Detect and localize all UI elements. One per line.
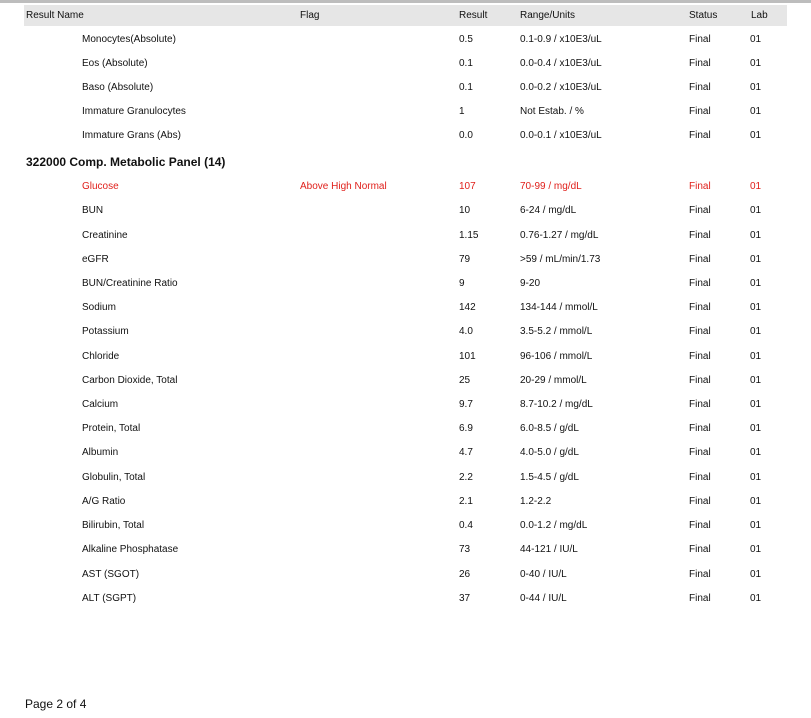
result-value: 37 xyxy=(459,593,471,604)
result-range: 44-121 / IU/L xyxy=(520,544,578,555)
result-value: 25 xyxy=(459,375,471,386)
header-range-units: Range/Units xyxy=(520,10,576,21)
result-status: Final xyxy=(689,254,711,265)
table-row xyxy=(0,544,811,568)
table-row xyxy=(0,205,811,229)
result-value: 1.15 xyxy=(459,230,479,241)
result-value: 6.9 xyxy=(459,423,473,434)
result-value: 142 xyxy=(459,302,476,313)
header-status: Status xyxy=(689,10,718,21)
result-name: Immature Granulocytes xyxy=(82,106,186,117)
result-range: 1.2-2.2 xyxy=(520,496,552,507)
result-value: 0.1 xyxy=(459,82,473,93)
table-row xyxy=(0,375,811,399)
result-lab: 01 xyxy=(750,423,762,434)
table-row xyxy=(0,82,811,106)
result-name: Glucose xyxy=(82,181,119,192)
result-range: 6.0-8.5 / g/dL xyxy=(520,423,579,434)
result-range: 0-40 / IU/L xyxy=(520,569,567,580)
result-status: Final xyxy=(689,130,711,141)
result-name: eGFR xyxy=(82,254,109,265)
result-status: Final xyxy=(689,472,711,483)
result-status: Final xyxy=(689,544,711,555)
result-lab: 01 xyxy=(750,447,762,458)
table-row xyxy=(0,472,811,496)
result-value: 0.1 xyxy=(459,58,473,69)
result-status: Final xyxy=(689,326,711,337)
result-range: >59 / mL/min/1.73 xyxy=(520,254,601,265)
result-status: Final xyxy=(689,205,711,216)
result-name: Bilirubin, Total xyxy=(82,520,145,531)
result-status: Final xyxy=(689,520,711,531)
result-range: 6-24 / mg/dL xyxy=(520,205,577,216)
section-title: 322000 Comp. Metabolic Panel (14) xyxy=(26,155,226,169)
result-value: 2.2 xyxy=(459,472,473,483)
result-range: 8.7-10.2 / mg/dL xyxy=(520,399,593,410)
result-value: 26 xyxy=(459,569,471,580)
result-status: Final xyxy=(689,34,711,45)
result-value: 73 xyxy=(459,544,471,555)
result-name: Creatinine xyxy=(82,230,128,241)
table-row xyxy=(0,302,811,326)
result-name: A/G Ratio xyxy=(82,496,126,507)
result-status: Final xyxy=(689,230,711,241)
result-lab: 01 xyxy=(750,326,762,337)
table-row xyxy=(0,569,811,593)
top-rule xyxy=(0,0,811,3)
result-range: 9-20 xyxy=(520,278,541,289)
result-name: Immature Grans (Abs) xyxy=(82,130,181,141)
table-row xyxy=(0,351,811,375)
table-row-flagged xyxy=(0,181,811,205)
result-status: Final xyxy=(689,181,711,192)
result-value: 107 xyxy=(459,181,476,192)
result-range: 20-29 / mmol/L xyxy=(520,375,587,386)
result-value: 10 xyxy=(459,205,471,216)
result-range: 4.0-5.0 / g/dL xyxy=(520,447,579,458)
result-status: Final xyxy=(689,106,711,117)
result-name: Baso (Absolute) xyxy=(82,82,154,93)
result-value: 79 xyxy=(459,254,471,265)
result-lab: 01 xyxy=(750,205,762,216)
result-status: Final xyxy=(689,447,711,458)
result-range: Not Estab. / % xyxy=(520,106,584,117)
header-result-name: Result Name xyxy=(26,10,84,21)
result-status: Final xyxy=(689,496,711,507)
page-number: Page 2 of 4 xyxy=(25,697,87,711)
result-name: ALT (SGPT) xyxy=(82,593,137,604)
result-range: 0.0-0.1 / x10E3/uL xyxy=(520,130,602,141)
table-row xyxy=(0,496,811,520)
result-range: 0.0-1.2 / mg/dL xyxy=(520,520,588,531)
result-value: 9.7 xyxy=(459,399,473,410)
result-status: Final xyxy=(689,82,711,93)
result-status: Final xyxy=(689,593,711,604)
result-name: Globulin, Total xyxy=(82,472,146,483)
result-name: AST (SGOT) xyxy=(82,569,140,580)
header-flag: Flag xyxy=(300,10,320,21)
result-lab: 01 xyxy=(750,302,762,313)
result-name: Alkaline Phosphatase xyxy=(82,544,179,555)
result-range: 0-44 / IU/L xyxy=(520,593,567,604)
result-status: Final xyxy=(689,58,711,69)
result-lab: 01 xyxy=(750,106,762,117)
result-lab: 01 xyxy=(750,569,762,580)
result-value: 101 xyxy=(459,351,476,362)
result-lab: 01 xyxy=(750,375,762,386)
result-lab: 01 xyxy=(750,496,762,507)
result-lab: 01 xyxy=(750,82,762,93)
result-name: Carbon Dioxide, Total xyxy=(82,375,178,386)
result-flag: Above High Normal xyxy=(300,181,387,192)
result-range: 96-106 / mmol/L xyxy=(520,351,593,362)
result-lab: 01 xyxy=(750,230,762,241)
table-row xyxy=(0,106,811,130)
table-row xyxy=(0,230,811,254)
result-range: 134-144 / mmol/L xyxy=(520,302,598,313)
result-range: 0.0-0.4 / x10E3/uL xyxy=(520,58,602,69)
result-value: 0.5 xyxy=(459,34,473,45)
result-lab: 01 xyxy=(750,544,762,555)
result-status: Final xyxy=(689,351,711,362)
result-value: 4.0 xyxy=(459,326,473,337)
result-name: Protein, Total xyxy=(82,423,141,434)
result-range: 0.0-0.2 / x10E3/uL xyxy=(520,82,602,93)
result-lab: 01 xyxy=(750,472,762,483)
result-name: Potassium xyxy=(82,326,129,337)
result-lab: 01 xyxy=(750,520,762,531)
result-lab: 01 xyxy=(750,593,762,604)
result-name: Eos (Absolute) xyxy=(82,58,148,69)
result-name: Monocytes(Absolute) xyxy=(82,34,176,45)
table-row xyxy=(0,254,811,278)
result-status: Final xyxy=(689,569,711,580)
result-value: 0.0 xyxy=(459,130,473,141)
result-value: 0.4 xyxy=(459,520,473,531)
result-name: Albumin xyxy=(82,447,119,458)
table-row xyxy=(0,520,811,544)
result-name: Calcium xyxy=(82,399,119,410)
result-range: 70-99 / mg/dL xyxy=(520,181,582,192)
result-name: Chloride xyxy=(82,351,120,362)
result-status: Final xyxy=(689,278,711,289)
table-row xyxy=(0,58,811,82)
result-lab: 01 xyxy=(750,130,762,141)
table-row xyxy=(0,34,811,58)
result-lab: 01 xyxy=(750,399,762,410)
table-row xyxy=(0,130,811,154)
result-range: 0.76-1.27 / mg/dL xyxy=(520,230,599,241)
table-row xyxy=(0,399,811,423)
table-row xyxy=(0,326,811,350)
result-lab: 01 xyxy=(750,278,762,289)
table-header xyxy=(24,5,787,26)
table-row xyxy=(0,278,811,302)
result-status: Final xyxy=(689,375,711,386)
table-row xyxy=(0,593,811,617)
header-result: Result xyxy=(459,10,488,21)
result-lab: 01 xyxy=(750,181,762,192)
result-name: Sodium xyxy=(82,302,116,313)
result-range: 0.1-0.9 / x10E3/uL xyxy=(520,34,602,45)
result-status: Final xyxy=(689,399,711,410)
table-row xyxy=(0,423,811,447)
result-lab: 01 xyxy=(750,34,762,45)
result-range: 3.5-5.2 / mmol/L xyxy=(520,326,593,337)
result-value: 9 xyxy=(459,278,465,289)
result-status: Final xyxy=(689,423,711,434)
result-status: Final xyxy=(689,302,711,313)
result-value: 4.7 xyxy=(459,447,473,458)
result-value: 2.1 xyxy=(459,496,473,507)
result-range: 1.5-4.5 / g/dL xyxy=(520,472,579,483)
result-name: BUN xyxy=(82,205,104,216)
result-value: 1 xyxy=(459,106,465,117)
table-row xyxy=(0,447,811,471)
header-lab: Lab xyxy=(751,10,768,21)
result-lab: 01 xyxy=(750,351,762,362)
result-lab: 01 xyxy=(750,254,762,265)
result-lab: 01 xyxy=(750,58,762,69)
result-name: BUN/Creatinine Ratio xyxy=(82,278,178,289)
